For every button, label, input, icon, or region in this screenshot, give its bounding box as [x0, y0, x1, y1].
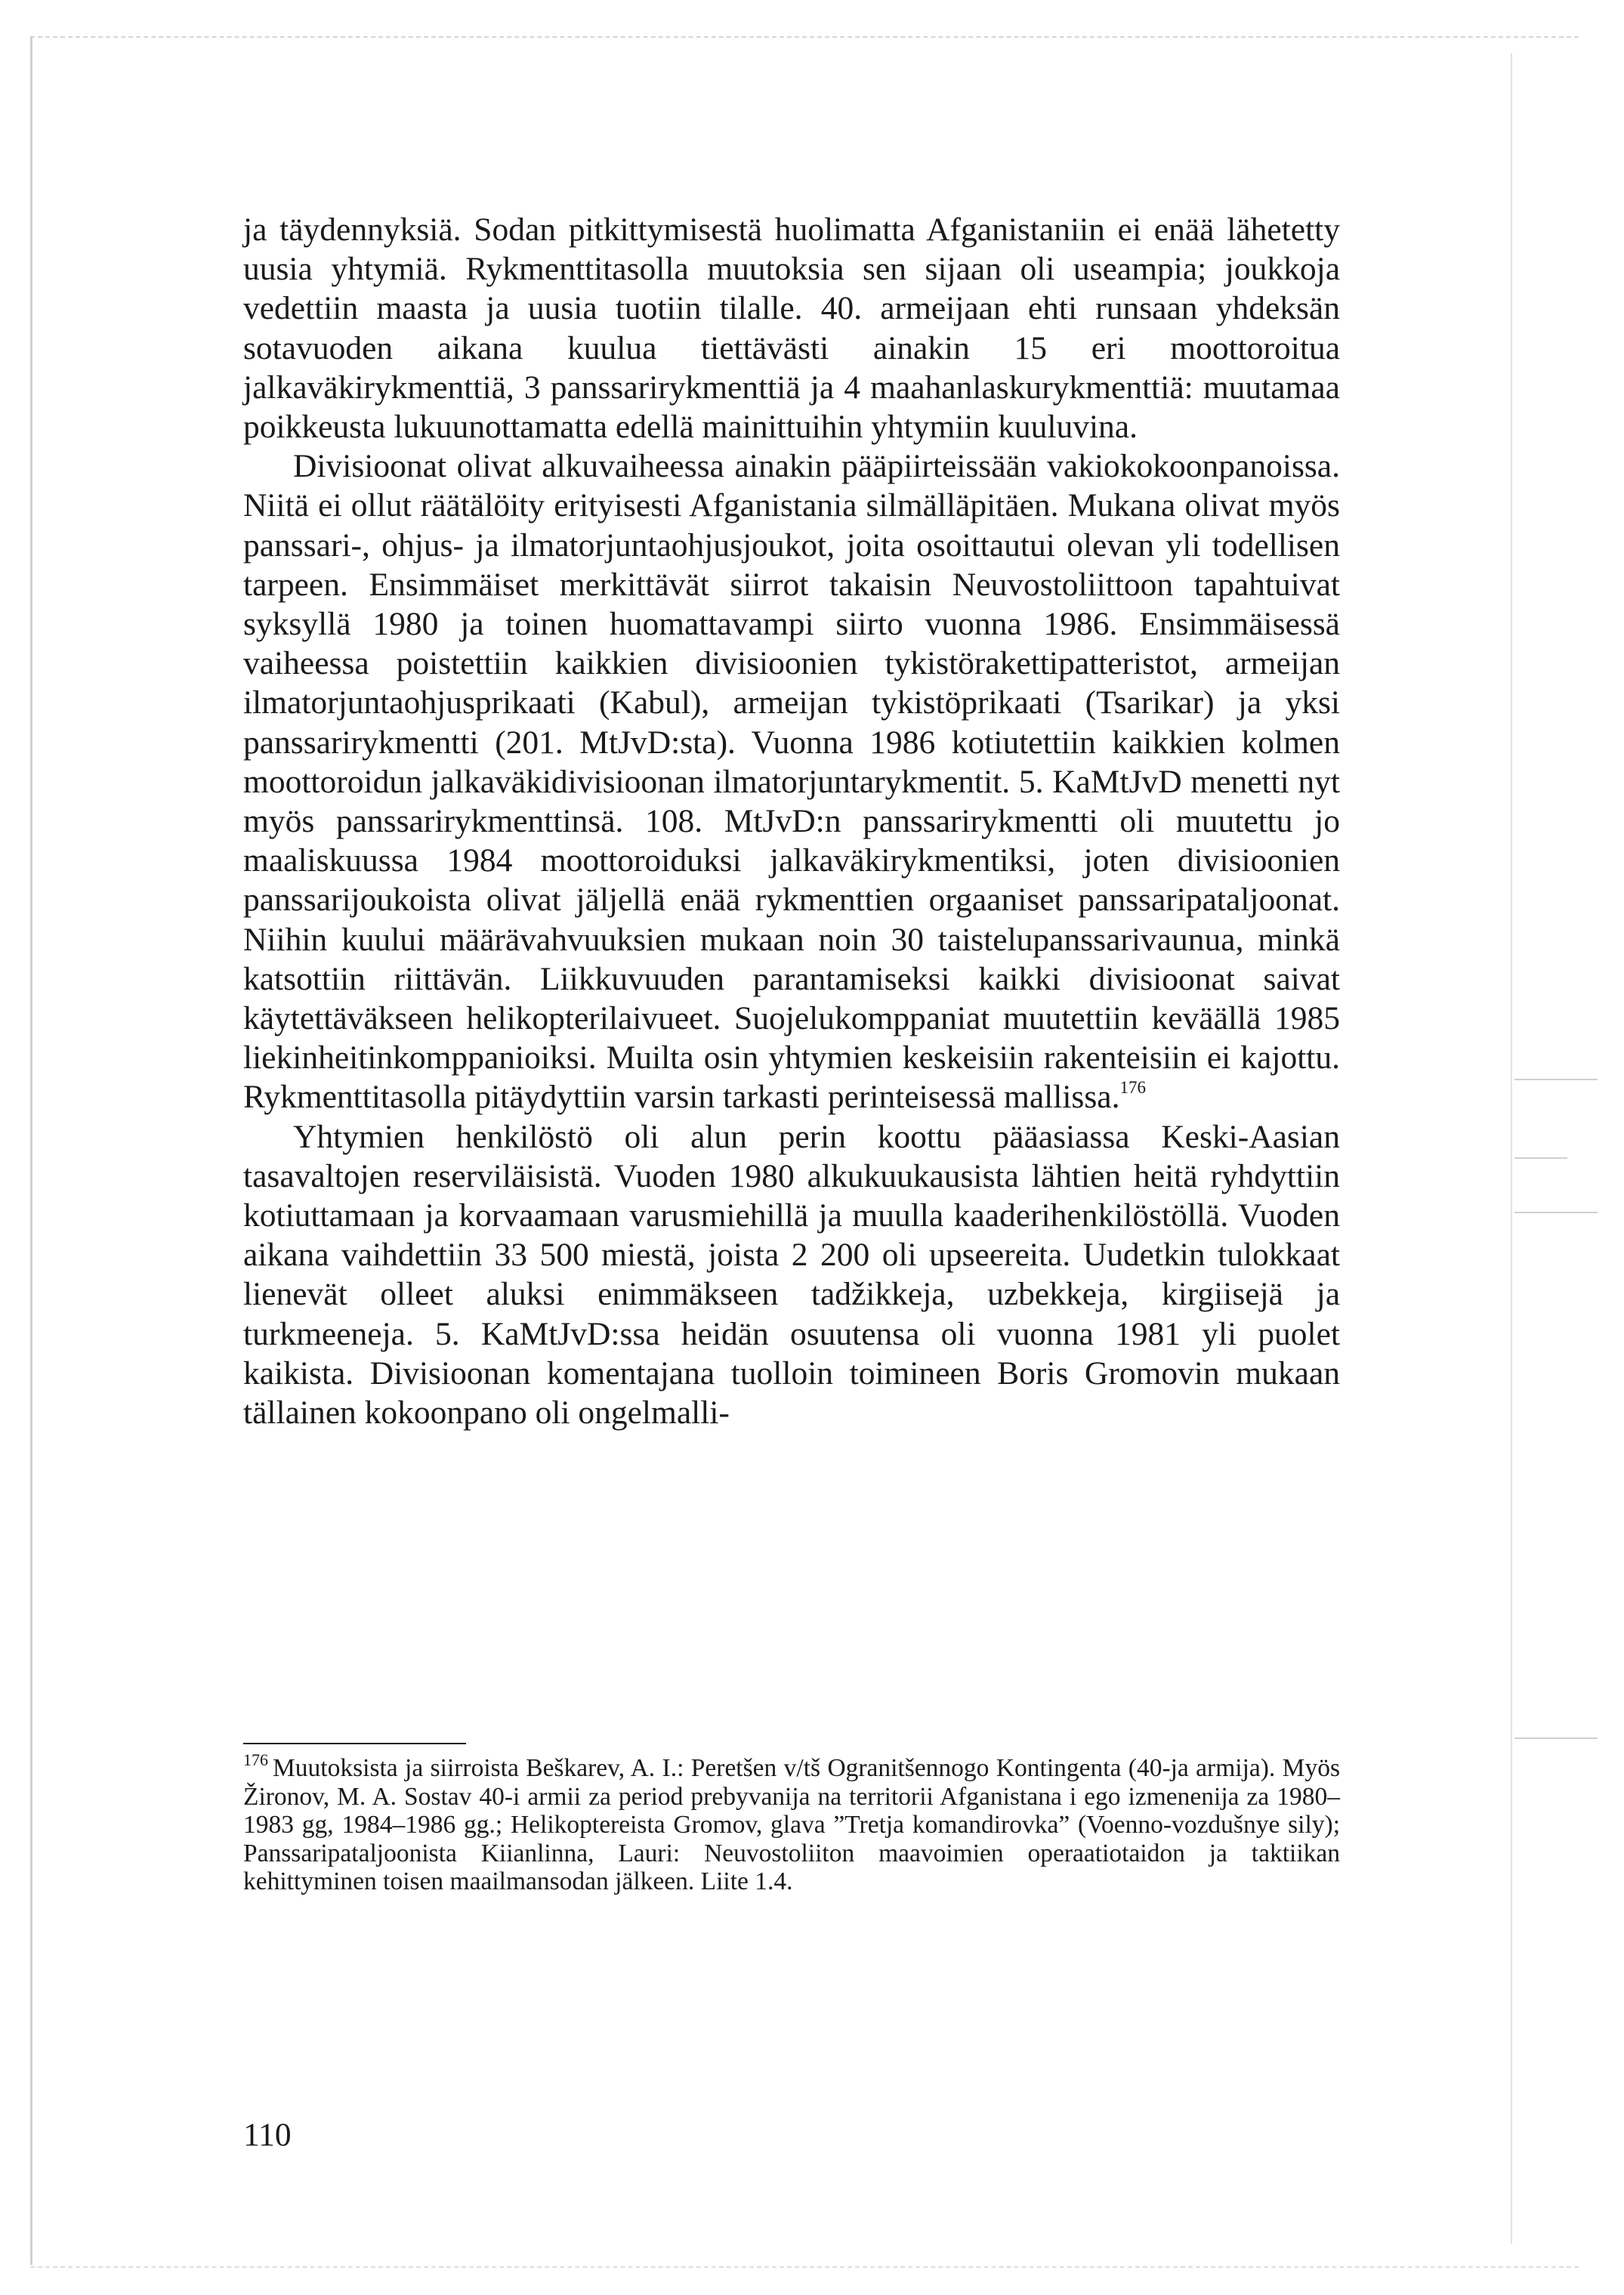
scan-tick-mark	[1514, 1737, 1598, 1739]
paragraph-2-text: Divisioonat olivat alkuvaiheessa ainakin pääpiirteissään vakiokokoonpanoissa. Niitä ei ollut räätälöity erityisesti Afganistania silmälläpitäen. Mukana olivat myös panssari-, ohjus- ja ilmatorjuntaohjusjoukot, joita osoittautui olevan yli todellisen tarpeen. Ensimmäiset merkittävät siirrot takaisin Neuvostoliittoon tapahtuivat syksyllä 1980 ja toinen huomattavampi siirto vuonna 1986. Ensimmäisessä vaiheessa poistettiin kaikkien divisioonien tykistörakettipatteristot, armeijan ilmatorjuntaohjusprikaati (Kabul), armeijan tykistöprikaati (Tsarikar) ja yksi panssarirykmentti (201. MtJvD:sta). Vuonna 1986 kotiutettiin kaikkien kolmen moottoroidun jalkaväkidivisioonan ilmatorjuntarykmentit. 5. KaMtJvD menetti nyt myös panssarirykmenttinsä. 108. MtJvD:n panssarirykmentti oli muutettu jo maaliskuussa 1984 moottoroiduksi jalkaväkirykmentiksi, joten divisioonien panssarijoukoista olivat jäljellä enää rykmenttien orgaaniset panssaripataljoonat. Niihin kuului määrävahvuuksien mukaan noin 30 taistelupanssarivaunua, minkä katsottiin riittävän. Liikkuvuuden parantamiseksi kaikki divisioonat saivat käytettäväkseen helikopterilaivueet. Suojelukomppaniat muutettiin keväällä 1985 liekinheitinkomppanioiksi. Muilta osin yhtymien keskeisiin rakenteisiin ei kajottu. Rykmenttitasolla pitäydyttiin varsin tarkasti perinteisessä mallissa.	[243, 448, 1340, 1116]
scan-tick-mark	[1514, 1157, 1567, 1159]
paragraph-2	[243, 446, 1340, 1117]
paragraph-1-text: ja täydennyksiä. Sodan pitkittymisestä huolimatta Afganistaniin ei enää lähetetty uusia yhtymiä. Rykmenttitasolla muutoksia sen sijaan oli useampia; joukkoja vedettiin maasta ja uusia tuotiin tilalle. 40. armeijaan ehti runsaan yhdeksän sotavuoden aikana kuulua tiettävästi ainakin 15 eri moottoroitua jalkaväkirykmenttiä, 3 panssarirykmenttiä ja 4 maahanlaskurykmenttiä: muutamaa poikkeusta lukuunottamatta edellä mainittuihin yhtymiin kuuluvina.	[243, 212, 1340, 446]
page-number: 110	[243, 2117, 292, 2153]
scan-tick-mark	[1514, 1212, 1598, 1213]
scan-edge-right	[1511, 53, 1512, 2244]
footnote-reference[interactable]: 176	[1119, 1077, 1146, 1097]
footnote	[243, 1750, 1340, 1896]
footnote-number: 176	[243, 1750, 268, 1769]
footnote-separator	[243, 1743, 466, 1744]
paragraph-3	[243, 1117, 1340, 1433]
scan-edge-top	[30, 36, 1579, 38]
paragraph-3-text: Yhtymien henkilöstö oli alun perin koottu pääasiassa Keski-Aasian tasavaltojen reserviläisistä. Vuoden 1980 alkukuukausista lähtien heitä ryhdyttiin kotiuttamaan ja korvaamaan varusmiehillä ja muulla kaaderihenkilöstöllä. Vuoden aikana vaihdettiin 33 500 miestä, joista 2 200 oli upseereita. Uudetkin tulokkaat lienevät olleet aluksi enimmäkseen tadžikkeja, uzbekkeja, kirgiisejä ja turkmeeneja. 5. KaMtJvD:ssa heidän osuutensa oli vuonna 1981 yli puolet kaikista. Divisioonan komentajana tuolloin toimineen Boris Gromovin mukaan tällainen kokoonpano oli ongelmalli-	[243, 1118, 1340, 1432]
footnote-text: Muutoksista ja siirroista Beškarev, A. I.: Peretšen v/tš Ogranitšennogo Kontingenta (40-ja armija). Myös Žironov, M. A. Sostav 40-i armii za period prebyvanija na territorii Afganistana i ego izmenenija za 1980–1983 gg, 1984–1986 gg.; Helikoptereista Gromov, glava ”Tretja komandirovka” (Voenno-vozdušnye sily); Panssaripataljoonista Kiianlinna, Lauri: Neuvostoliiton maavoimien operaatiotaidon ja taktiikan kehittyminen toisen maailmansodan jälkeen. Liite 1.4.	[243, 1754, 1340, 1895]
scan-tick-mark	[1514, 1079, 1598, 1080]
scan-edge-left	[30, 36, 32, 2265]
paragraph-1	[243, 210, 1340, 446]
scan-edge-bottom	[30, 2266, 1579, 2268]
body-text	[243, 210, 1340, 1432]
